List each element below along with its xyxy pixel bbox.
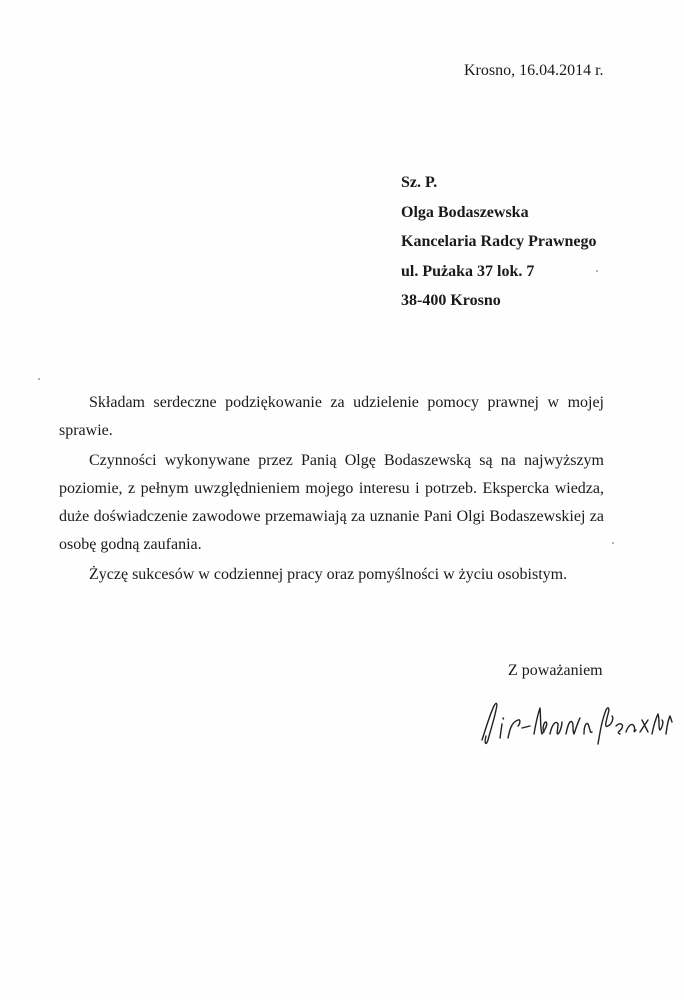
letter-body <box>59 389 604 591</box>
scan-speck <box>596 270 598 272</box>
recipient-company: Kancelaria Radcy Prawnego <box>401 233 597 250</box>
scan-speck <box>38 378 40 380</box>
body-paragraph: Składam serdeczne podziękowanie za udzielenie pomocy prawnej w mojej sprawie. <box>59 394 604 439</box>
letter-date: Krosno, 16.04.2014 r. <box>464 62 604 79</box>
recipient-street: ul. Pużaka 37 lok. 7 <box>401 262 535 280</box>
body-paragraph: Życzę sukcesów w codziennej pracy oraz pomyślności w życiu osobistym. <box>89 566 568 583</box>
recipient-city: 38-400 Krosno <box>401 292 501 309</box>
recipient-address <box>401 172 597 320</box>
handwritten-signature <box>476 688 676 748</box>
recipient-name: Olga Bodaszewska <box>401 203 529 221</box>
recipient-salutation: Sz. P. <box>401 174 438 191</box>
scan-speck <box>612 542 614 544</box>
body-paragraph: Czynności wykonywane przez Panią Olgę Bodaszewską są na najwyższym poziomie, z pełnym uwzględnieniem mojego interesu i potrzeb. Ekspercka wiedza, duże doświadczenie zawodowe przemawiają za uznanie Pani Olgi Bodaszewskiej za osobę godną zaufania. <box>59 452 604 553</box>
closing-phrase: Z poważaniem <box>508 662 603 679</box>
